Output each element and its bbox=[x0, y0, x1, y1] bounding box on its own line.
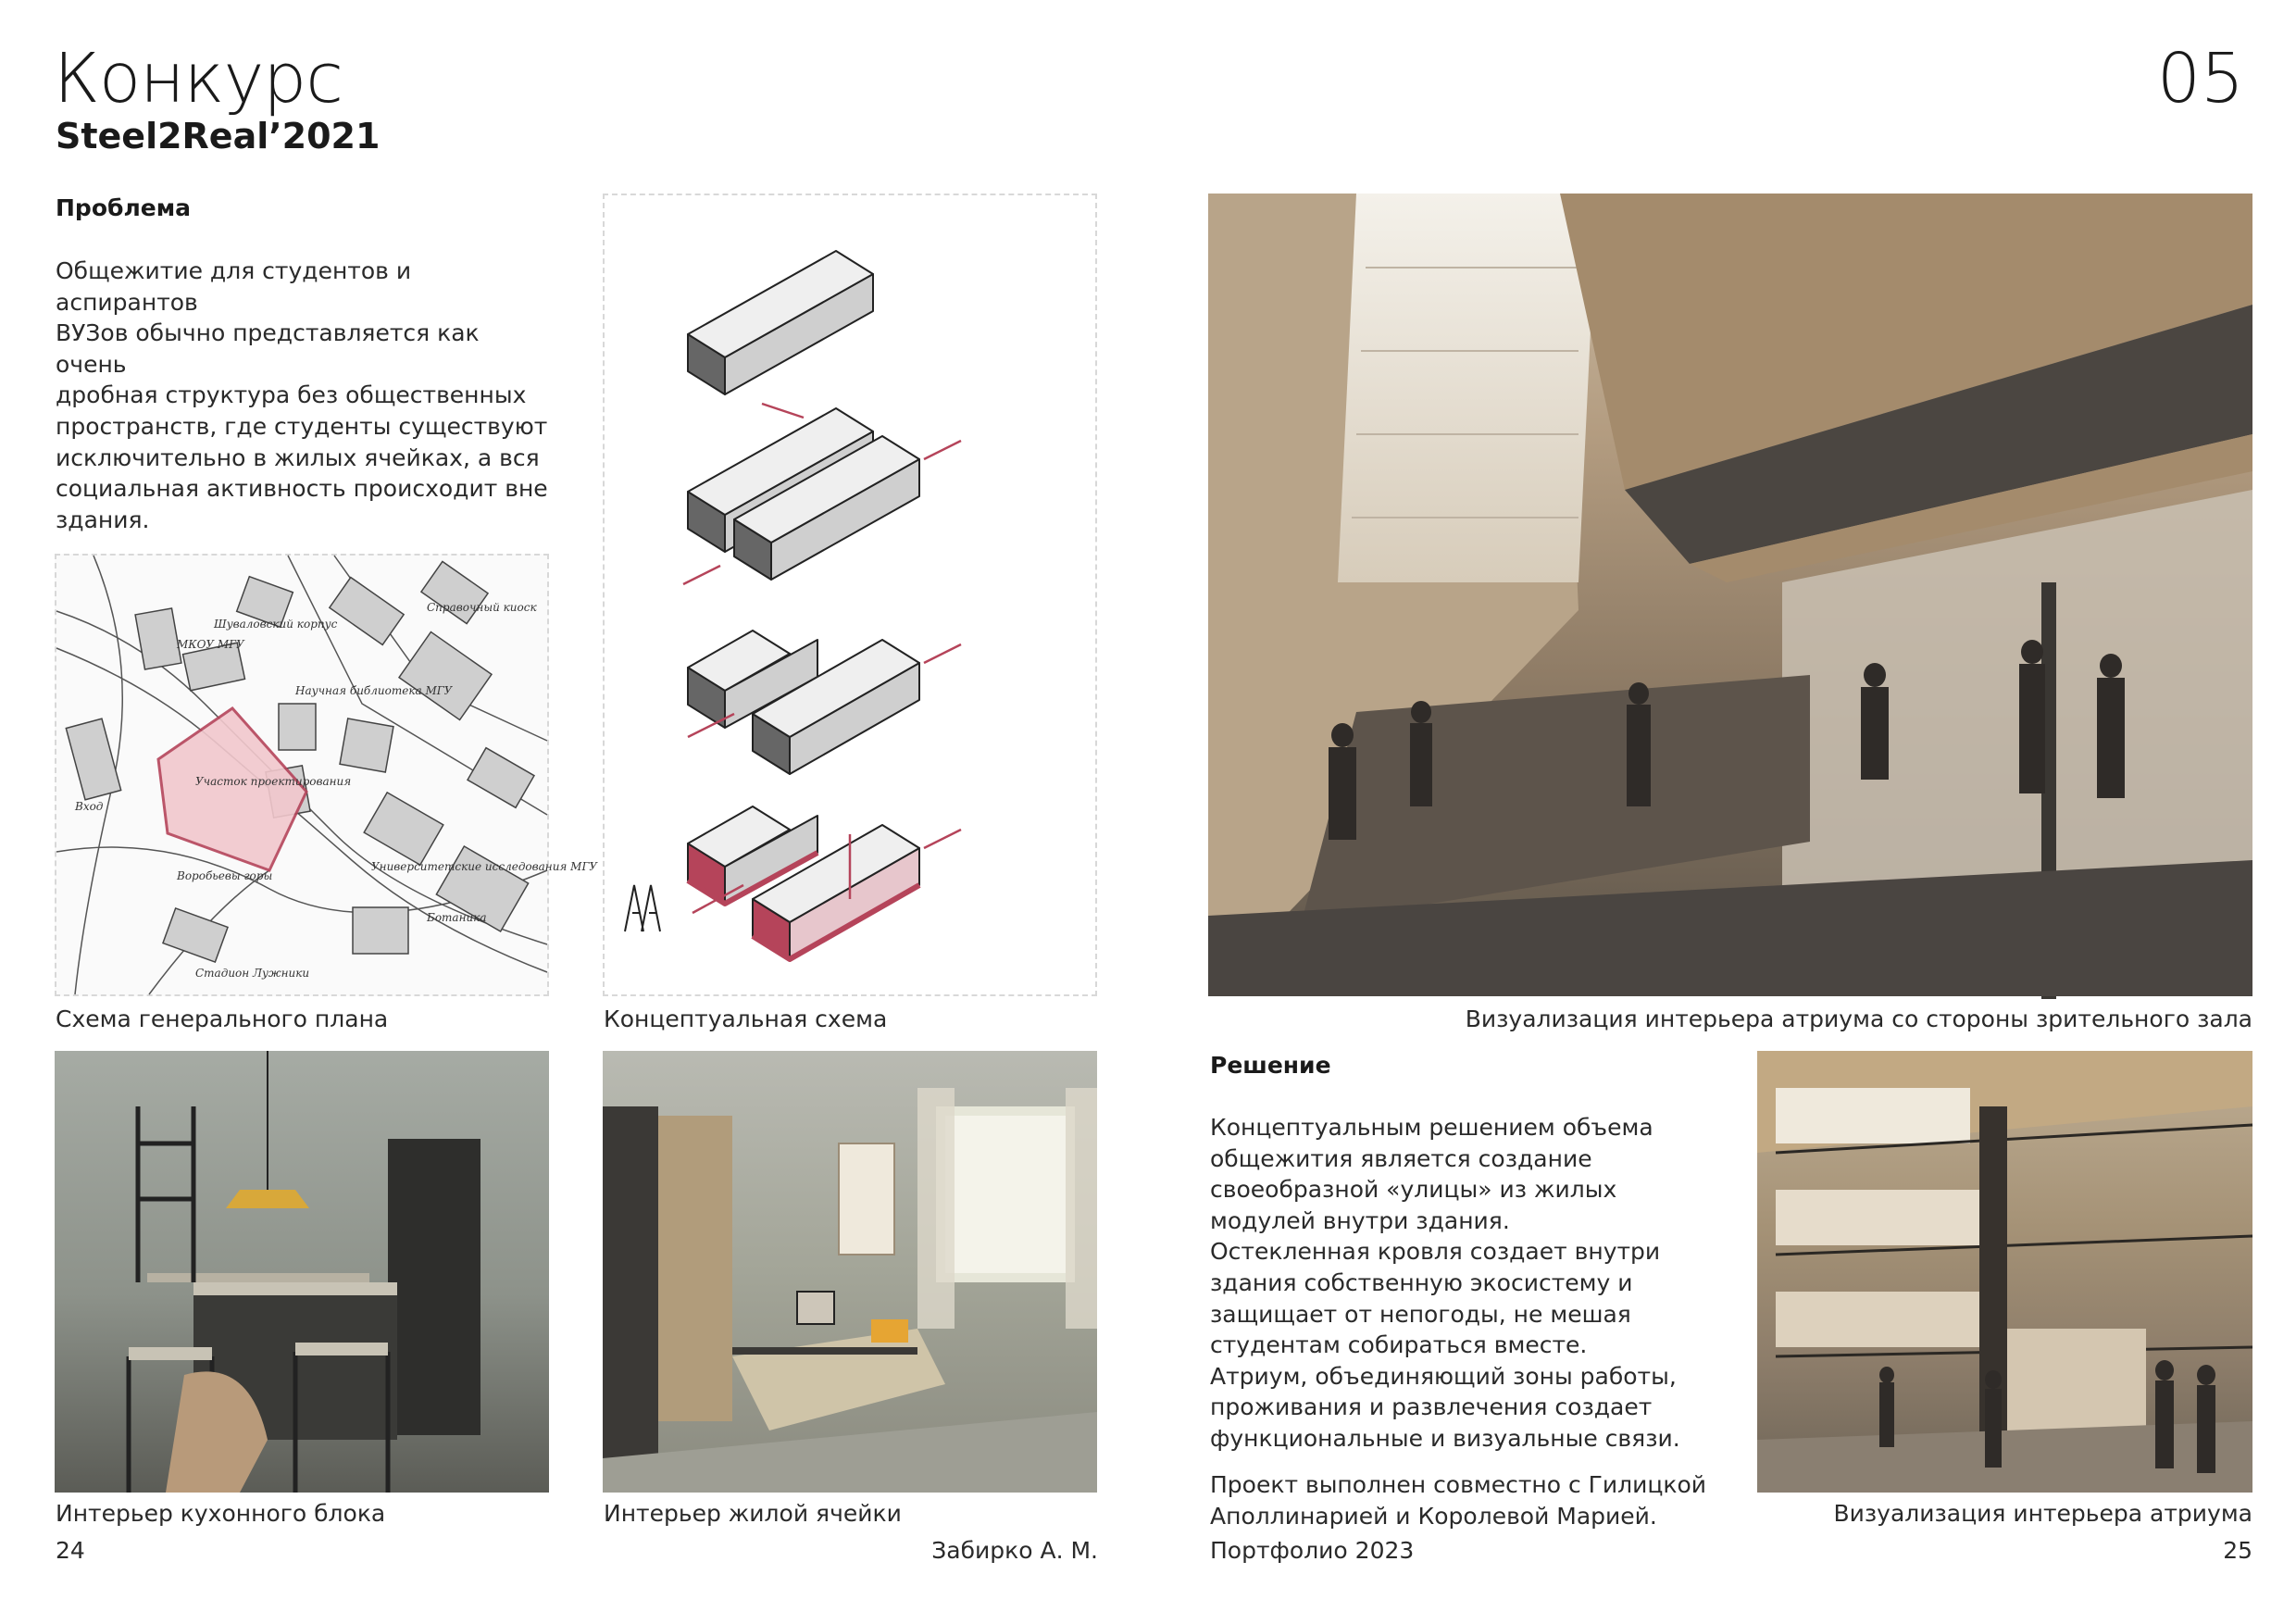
caption-room: Интерьер жилой ячейки bbox=[604, 1500, 902, 1527]
siteplan-label-plot: Участок проектирования bbox=[195, 775, 352, 788]
page-title: Конкурс bbox=[54, 39, 343, 119]
solution-heading: Решение bbox=[1210, 1052, 1331, 1079]
page-subtitle: Steel2Real’2021 bbox=[56, 116, 381, 156]
siteplan-label-hall: Шуваловский корпус bbox=[214, 618, 338, 631]
siteplan-label-vhod: Вход bbox=[75, 800, 104, 813]
kitchen-render bbox=[55, 1051, 549, 1493]
chapter-number: 05 bbox=[2156, 39, 2244, 119]
caption-atrium-large: Визуализация интерьера атриума со стороны зрительного зала bbox=[1465, 1006, 2252, 1032]
page-number-right: 25 bbox=[2223, 1537, 2252, 1564]
siteplan-label-ref: Справочный киоск bbox=[427, 601, 537, 614]
siteplan-label-mguk: МКОУ МГУ bbox=[177, 638, 244, 651]
caption-kitchen: Интерьер кухонного блока bbox=[56, 1500, 386, 1527]
siteplan-label-univ: Университетские исследования МГУ bbox=[371, 860, 598, 873]
problem-text: Общежитие для студентов и аспирантов ВУЗов обычно представляется как очень дробная структура без общественных пространств, где студенты существуют исключительно в жилых ячейках, а вся социальная активность происходит вне здания. bbox=[56, 257, 548, 533]
atrium-render-small bbox=[1757, 1051, 2252, 1493]
solution-credits: Проект выполнен совместно с Гилицкой Аполлинарией и Королевой Марией. bbox=[1210, 1471, 1707, 1530]
caption-concept: Концептуальная схема bbox=[604, 1006, 888, 1032]
caption-siteplan: Схема генерального плана bbox=[56, 1006, 389, 1032]
caption-atrium-small: Визуализация интерьера атриума bbox=[1833, 1500, 2252, 1527]
siteplan-label-bot: Ботаника bbox=[427, 911, 487, 924]
page-number-left: 24 bbox=[56, 1537, 85, 1564]
siteplan-label-vorob: Воробьевы горы bbox=[177, 869, 273, 882]
concept-signature: AA bbox=[669, 931, 671, 932]
siteplan-label-stadium: Стадион Лужники bbox=[195, 967, 310, 980]
portfolio-label: Портфолио 2023 bbox=[1210, 1537, 1415, 1564]
siteplan-label-library: Научная библиотека МГУ bbox=[295, 684, 453, 697]
solution-text: Концептуальным решением объема общежития является создание своеобразной «улицы» из жилых модулей внутри здания. Остекленная кровля создает внутри здания собственную экосистему и защищает от непогоды, не мешая студентам собираться вместе. Атриум, объединяющий зоны работы, проживания и развлечения создает функциональные и визуальные связи. bbox=[1210, 1114, 1680, 1452]
atrium-render-large bbox=[1208, 194, 2252, 996]
author-name: Забирко А. М. bbox=[931, 1537, 1098, 1564]
room-render bbox=[603, 1051, 1097, 1493]
problem-heading: Проблема bbox=[56, 194, 192, 221]
siteplan-drawing bbox=[55, 554, 598, 996]
concept-diagram bbox=[603, 194, 1097, 996]
